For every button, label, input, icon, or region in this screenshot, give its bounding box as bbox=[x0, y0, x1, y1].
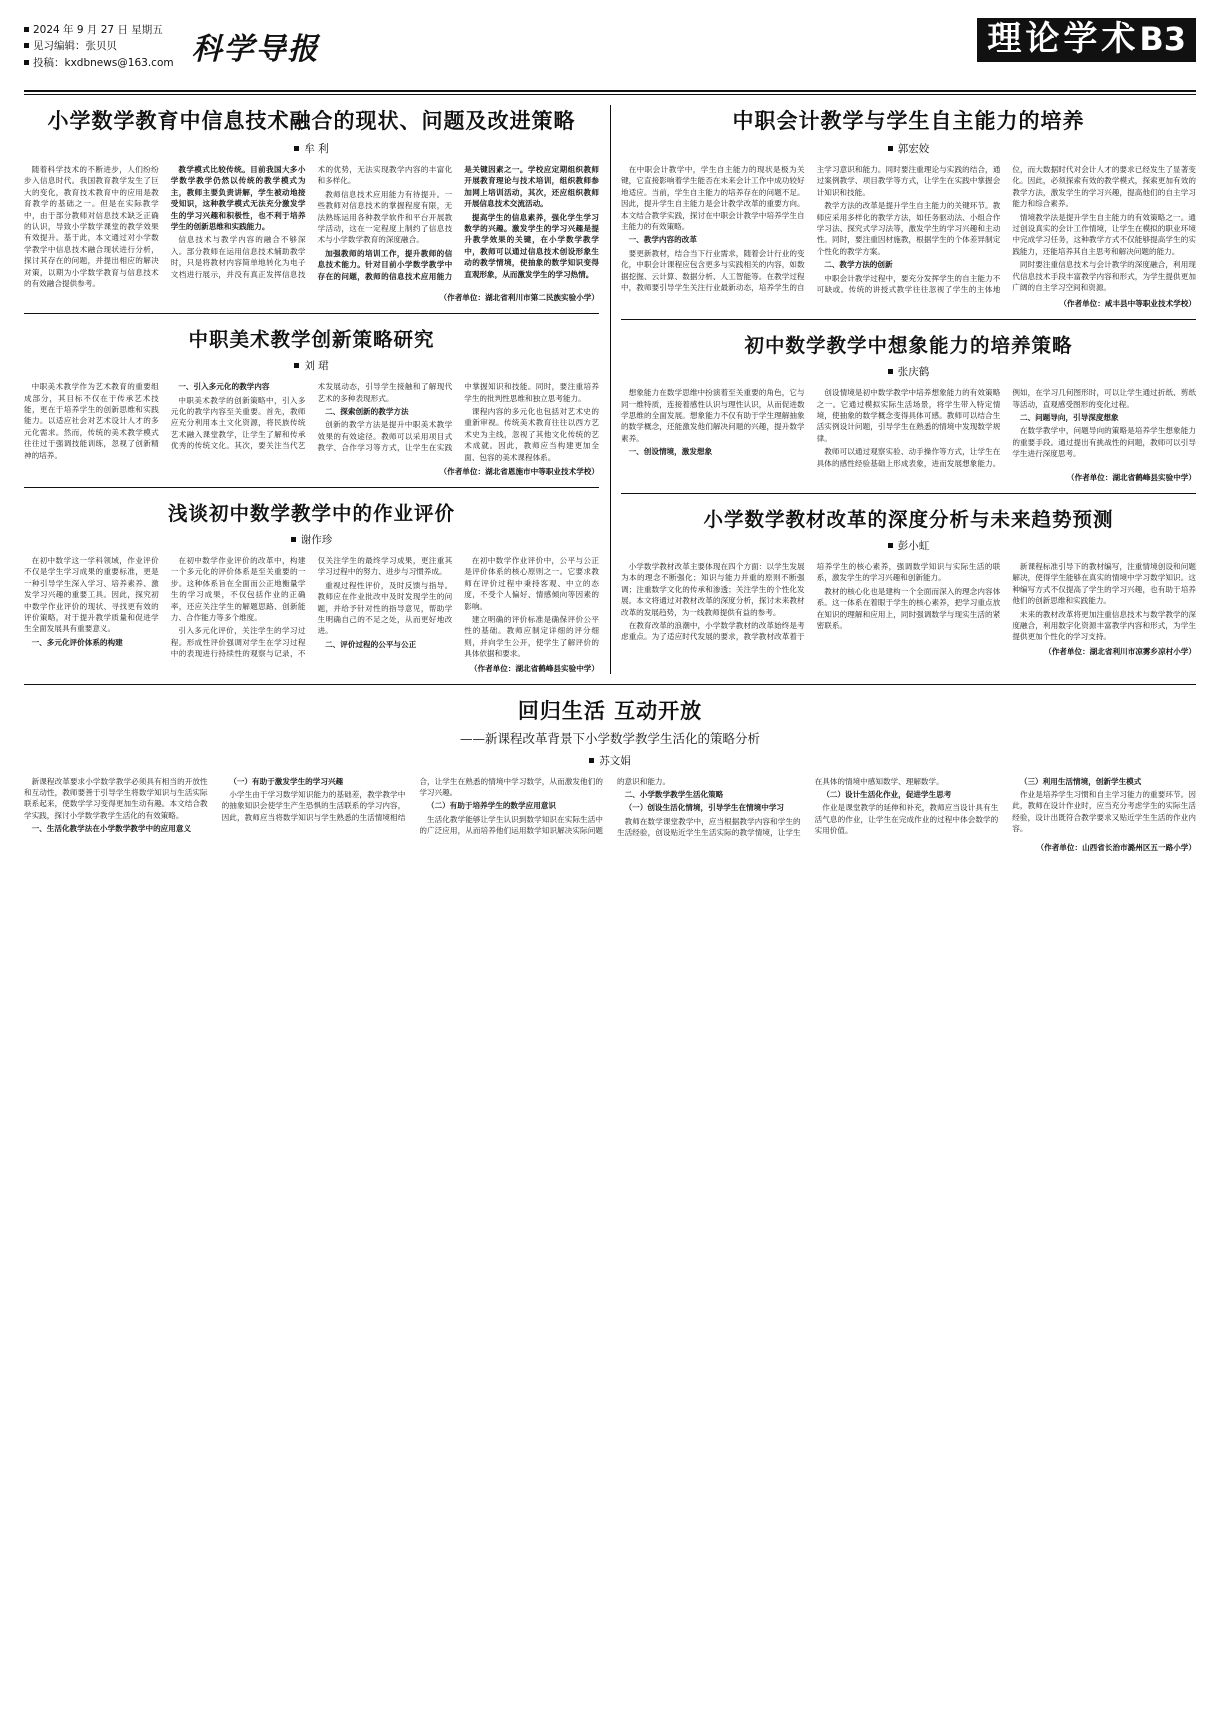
article-subtitle: ——新课程改革背景下小学数学教学生活化的策略分析 bbox=[459, 730, 760, 746]
paragraph: 一、创设情境，激发想象 bbox=[628, 447, 713, 457]
rule-thin bbox=[24, 94, 1196, 95]
author-name: 张庆鹤 bbox=[897, 366, 930, 379]
bullet-icon bbox=[291, 537, 296, 542]
paragraph: 一、教学内容的改革 bbox=[628, 235, 697, 245]
page-title: 小学数学教育中信息技术融合的现状、问题及改进策略 bbox=[47, 108, 576, 133]
article-a4 bbox=[621, 330, 1196, 483]
byline bbox=[24, 753, 1196, 768]
bullet-icon bbox=[24, 43, 29, 48]
paragraph: 新课程改革要求小学数学教学必须具有相当的开放性和互动性，教师要善于引导学生将数学知识与生活实际联系起来，使数学学习变得更加生动有趣。本文结合教学实践，探讨小学数学教学生活化的有效策略。 bbox=[24, 776, 208, 820]
paragraph: 加强教师的培训工作，提升教师的信息技术能力。针对目前小学数学教学中存在的问题，教师的信息技术应用能力是关键因素之一。学校应定期组织教师开展教育理论与技术培训，组织教师参加网上培训活动，其次，还应组织教师开展信息技术交流活动。 bbox=[317, 165, 599, 281]
article-signature: （作者单位：湖北省鹤峰县实验中学） bbox=[469, 663, 599, 673]
paragraph: 小学数学教材改革主要体现在四个方面：以学生发展为本的理念不断强化；知识与能力并重的原则不断强调；注重数学文化的传承和渗透；关注学生的个性化发展。本文将通过对教材改革的深度分析，探讨未来教材改革的发展趋势，为一线教师提供有益的参考。 bbox=[621, 562, 805, 617]
paragraph: 创设情境是初中数学教学中培养想象能力的有效策略之一。它通过模拟实际生活场景，将学生带入特定情境，使抽象的数学概念变得具体可感。教师可以结合生活实例设计问题，引导学生在熟悉的情境中发现数学规律。 bbox=[816, 388, 1001, 443]
article-a5 bbox=[24, 498, 599, 674]
section-banner bbox=[977, 18, 1196, 62]
author-name: 彭小虹 bbox=[897, 540, 930, 553]
paragraph: 中职会计教学过程中，要充分发挥学生的自主能力不可缺或。传统的讲授式教学往往忽视了学生的主体地位，而大数据时代对会计人才的要求已经发生了显著变化。因此，必须探索有效的教学模式，探索更加有效的教学方法，激发学生的学习兴趣，提高他们的自主学习能力和综合素养。 bbox=[816, 165, 1196, 294]
section-title: 理论学术 bbox=[987, 19, 1140, 59]
article-a3 bbox=[24, 324, 599, 477]
paragraph: 一、生活化教学法在小学数学教学中的应用意义 bbox=[31, 824, 192, 834]
article-divider bbox=[621, 493, 1196, 494]
masthead bbox=[24, 18, 1196, 86]
article-body bbox=[24, 776, 1196, 839]
article-title: 中职美术教学创新策略研究 bbox=[188, 328, 435, 352]
article-title: 浅谈初中数学教学中的作业评价 bbox=[167, 502, 455, 526]
top-zone bbox=[24, 105, 1196, 674]
bullet-icon bbox=[24, 60, 29, 65]
paragraph: 教师在数学课堂教学中，应当根据教学内容和学生的生活经验，创设贴近学生生活实际的教学情境，让学生在具体的情境中感知数学、理解数学。 bbox=[616, 776, 944, 838]
byline bbox=[24, 141, 599, 156]
paragraph: 在初中数学作业评价中，公平与公正是评价体系的核心原则之一。它要求教师在评价过程中秉持客观、中立的态度，不受个人偏好、情感倾向等因素的影响。 bbox=[464, 556, 599, 611]
paragraph: 二、问题导向，引导深度想象 bbox=[1019, 413, 1119, 423]
paragraph: 在初中数学作业评价的改革中，构建一个多元化的评价体系是至关重要的一步。这种体系旨在全面而公正地衡量学生的学习成果，不仅包括作业的正确率，还应关注学生的解题思路、创新能力、合作能力等多个维度。 bbox=[170, 556, 306, 622]
article-title: 小学数学教材改革的深度分析与未来趋势预测 bbox=[703, 508, 1114, 532]
paper-name: 科学导报 bbox=[191, 32, 320, 67]
article-body bbox=[621, 387, 1196, 469]
masthead-left bbox=[24, 18, 320, 71]
article-title: 中职会计教学与学生自主能力的培养 bbox=[732, 108, 1085, 133]
paragraph: （二）设计生活化作业，促进学生思考 bbox=[822, 789, 952, 799]
paragraph: 未来的教材改革将更加注重信息技术与数学教学的深度融合，利用数字化资源丰富教学内容和形式，为学生提供更加个性化的学习支持。 bbox=[1012, 609, 1196, 642]
article-title: 回归生活 互动开放 bbox=[517, 697, 703, 723]
paragraph: 在数学教学中，问题导向的策略是培养学生想象能力的重要手段。通过提出有挑战性的问题，教师可以引导学生进行深度思考。 bbox=[1012, 426, 1196, 459]
article-signature: （作者单位：咸丰县中等职业技术学校） bbox=[1059, 299, 1196, 309]
masthead-meta bbox=[24, 18, 174, 71]
column-gutter bbox=[599, 105, 621, 674]
paragraph: 信息技术与教学内容的融合不够深入。部分教师在运用信息技术辅助教学时，只是将教材内容简单地转化为电子文档进行展示，并没有真正发挥信息技术的优势，无法实现教学内容的丰富化和多样化。 bbox=[170, 165, 453, 279]
paragraph: 中职美术教学作为艺术教育的重要组成部分，其目标不仅在于传承艺术技能，更在于培养学生的创新思维和实践能力。以适应社会对艺术设计人才的多元化需求。然而，传统的美术教学模式往往过于强调技能训练，忽视了创新精神的培养。 bbox=[24, 382, 159, 460]
bullet-icon bbox=[888, 369, 893, 374]
bullet-icon bbox=[888, 146, 893, 151]
article-a7 bbox=[24, 684, 1196, 853]
byline bbox=[621, 141, 1196, 156]
article-body bbox=[24, 164, 599, 289]
article-signature: （作者单位：湖北省利川市第二民族实验小学） bbox=[439, 293, 599, 303]
paragraph: 随着科学技术的不断进步，人们纷纷步入信息时代。我国教育教学发生了巨大的变化，教育技术教育中的应用是教育教学的基础之一。但是在实际教学中，由于部分教师对信息技术缺乏正确的认识，导致小学数学课堂的教学效果有效提升。基于此，本文通过对小学数学教学中信息技术融合现状进行分析，探讨其存在的问题，并提出相应的解决对策，以期为小学数学教育与信息技术的有效融合提供参考。 bbox=[24, 165, 159, 288]
paragraph: 教师可以通过观察实验、动手操作等方式，让学生在具体的感性经验基础上形成表象，进而发展想象能力。例如，在学习几何图形时，可以让学生通过折纸、剪纸等活动，直观感受图形的变化过程。 bbox=[816, 388, 1196, 468]
vertical-rule bbox=[610, 105, 611, 674]
right-column-zone bbox=[621, 105, 1196, 674]
article-body bbox=[621, 164, 1196, 295]
paragraph: 情境教学法是提升学生自主能力的有效策略之一。通过创设真实的会计工作情境，让学生在模拟的职业环境中完成学习任务，这种教学方式不仅能够提高学生的实践能力，还能培养其自主思考和解决问题的能力。 bbox=[1012, 212, 1196, 256]
paragraph: 教学模式比较传统。目前我国大多小学数学教学仍然以传统的教学模式为主，教师主要负责讲解，学生被动地接受知识，这种教学模式无法充分激发学生的学习兴趣和积极性，也不利于培养学生的创新思维和实践能力。 bbox=[170, 165, 306, 231]
paragraph: 教师信息技术应用能力有待提升。一些教师对信息技术的掌握程度有限，无法熟练运用各种教学软件和平台开展教学活动，这在一定程度上制约了信息技术与小学数学教育的深度融合。 bbox=[317, 189, 453, 245]
editor-line: 见习编辑：张贝贝 bbox=[33, 40, 117, 53]
bullet-icon bbox=[589, 758, 594, 763]
paragraph: （一）有助于激发学生的学习兴趣 bbox=[229, 776, 344, 786]
byline bbox=[621, 538, 1196, 553]
paragraph: 要更新教材，结合当下行业需求，随着会计行业的变化，中职会计课程应包含更多与实践相关的内容，如数据挖掘、云计算、数据分析、人工智能等。在教学过程中，教师要引导学生关注行业最新动态，培养学生的自主学习意识和能力。同时要注重理论与实践的结合，通过案例教学、项目教学等方式，让学生在实践中掌握会计知识和技能。 bbox=[621, 165, 1001, 292]
article-title: 初中数学教学中想象能力的培养策略 bbox=[744, 334, 1073, 358]
article-divider bbox=[621, 319, 1196, 320]
article-body bbox=[621, 561, 1196, 643]
author-name: 郭宏姣 bbox=[897, 143, 930, 155]
paragraph: 作业是课堂教学的延伸和补充，教师应当设计具有生活气息的作业，让学生在完成作业的过程中体会数学的实用价值。 bbox=[814, 803, 999, 836]
article-signature: （作者单位：湖北省利川市凉雾乡凉村小学） bbox=[1044, 646, 1196, 656]
paragraph: 想象能力在数学思维中扮演着至关重要的角色，它与同一维特质，连接着感性认识与理性认识，从而促进数学思维的全面发展。想象能力不仅有助于学生理解抽象的数学概念，还能激发他们解决问题的兴趣，提升数学素养。 bbox=[621, 388, 805, 443]
paragraph: 课程内容的多元化也包括对艺术史的重新审视。传统美术教育往往以西方艺术史为主线，忽视了其他文化传统的艺术成就。因此，教师应当构建更加全面、包容的美术课程体系。 bbox=[464, 407, 599, 462]
paragraph: 二、评价过程的公平与公正 bbox=[325, 639, 417, 649]
paragraph: 二、小学数学教学生活化策略 bbox=[624, 789, 724, 799]
left-column-zone bbox=[24, 105, 599, 674]
paragraph: 引入多元化评价，关注学生的学习过程。形成性评价强调对学生在学习过程中的表现进行持续性的观察与记录，不仅关注学生的最终学习成果，更注重其学习过程中的努力、进步与习惯养成。 bbox=[170, 556, 453, 659]
bullet-icon bbox=[294, 146, 299, 151]
paragraph: （一）创设生活化情境，引导学生在情境中学习 bbox=[624, 803, 785, 813]
paragraph: 重视过程性评价，及时反馈与指导。教师应在作业批改中及时发现学生的问题，并给予针对性的指导意见，帮助学生明确自己的不足之处，从而更好地改进。 bbox=[317, 580, 453, 636]
bullet-icon bbox=[888, 543, 893, 548]
paragraph: 生活化教学能够让学生认识到数学知识在实际生活中的广泛应用，从而培养他们运用数学知识解决实际问题的意识和能力。 bbox=[419, 776, 671, 836]
article-signature: （作者单位：湖北省恩施市中等职业技术学校） bbox=[439, 467, 599, 477]
paragraph: 建立明确的评价标准是确保评价公平性的基础。教师应制定详细的评分细则，并向学生公开，使学生了解评价的具体依据和要求。 bbox=[464, 614, 599, 659]
article-signature: （作者单位：湖北省鹤峰县实验中学） bbox=[1066, 473, 1196, 483]
paragraph: 二、探索创新的教学方法 bbox=[325, 407, 409, 417]
paragraph: 提高学生的信息素养，强化学生学习数学的兴趣。激发学生的学习兴趣是提升教学效果的关键，在小学数学教学中，教师可以通过信息技术创设形象生动的教学情境，使抽象的数学知识变得直观形象，从而激发学生的学习热情。 bbox=[464, 212, 599, 279]
article-a1 bbox=[24, 105, 599, 303]
author-name: 刘 珺 bbox=[304, 360, 329, 373]
article-body bbox=[24, 555, 599, 660]
paragraph: 二、教学方法的创新 bbox=[824, 260, 893, 270]
paragraph: （二）有助于培养学生的数学应用意识 bbox=[426, 801, 556, 811]
paragraph: 新课程标准引导下的教材编写，注重情境创设和问题解决，使得学生能够在真实的情境中学习数学知识。这种编写方式不仅提高了学生的学习兴趣，也有助于培养他们的创新思维和实践能力。 bbox=[1012, 562, 1196, 606]
paragraph: 同时要注重信息技术与会计教学的深度融合，利用现代信息技术手段丰富教学内容和形式，为学生提供更加广阔的自主学习空间和资源。 bbox=[1012, 260, 1196, 292]
article-signature: （作者单位：山西省长治市潞州区五一路小学） bbox=[1036, 842, 1196, 852]
byline bbox=[24, 532, 599, 547]
article-a6 bbox=[621, 504, 1196, 657]
paragraph: 在教育改革的浪潮中，小学数学教材的改革始终是考虑重点。为了适应时代发展的要求，教学教材改革着于培养学生的核心素养，强调数学知识与实际生活的联系，激发学生的学习兴趣和创新能力。 bbox=[621, 562, 1001, 642]
paragraph: 教学方法的改革是提升学生自主能力的关键环节。教师应采用多样化的教学方法，如任务驱动法、小组合作学习法、探究式学习法等，激发学生的学习兴趣和主动性。同时，要注重因材施教，根据学生的个体差异制定个性化的教学方案。 bbox=[816, 201, 1001, 256]
author-name: 牟 利 bbox=[304, 143, 329, 155]
mail-line: 投稿：kxdbnews@163.com bbox=[33, 56, 174, 69]
paragraph: 创新的教学方法是提升中职美术教学效果的有效途径。教师可以采用项目式教学、合作学习等方式，让学生在实践中掌握知识和技能。同时，要注重培养学生的批判性思维和独立思考能力。 bbox=[317, 382, 599, 453]
paragraph: 一、引入多元化的教学内容 bbox=[178, 382, 270, 392]
paragraph: 一、多元化评价体系的构建 bbox=[31, 637, 123, 647]
paragraph: 中职美术教学的创新策略中，引入多元化的教学内容至关重要。首先，教师应充分利用本土文化资源，将民族传统艺术融入课堂教学，让学生了解和传承优秀的传统文化。其次，要关注当代艺术发展动态，引导学生接触和了解现代艺术的多种表现形式。 bbox=[170, 382, 453, 451]
article-a2 bbox=[621, 105, 1196, 309]
author-name: 谢作珍 bbox=[300, 534, 333, 547]
bullet-icon bbox=[294, 363, 299, 368]
paragraph: （三）利用生活情境，创新学生模式 bbox=[1019, 776, 1142, 786]
paragraph: 在初中数学这一学科领域，作业评价不仅是学生学习成果的重要标准，更是一种引导学生深入学习、培养素养、激发学习兴趣的重要工具。因此，探究初中数学作业评价的现状、寻找更有效的评价策略，对于提升教学质量和促进学生全面发展具有重要意义。 bbox=[24, 556, 159, 634]
masthead-right bbox=[977, 18, 1196, 62]
article-divider bbox=[24, 487, 599, 488]
article-divider bbox=[24, 313, 599, 314]
paragraph: 教材的核心化也是建构一个全面而深入的理念内容体系。这一体系在着眼于学生的核心素养，把学习重点放在知识的理解和应用上，同时强调数学与现实生活的紧密联系。 bbox=[816, 586, 1001, 630]
article-body bbox=[24, 381, 599, 463]
byline bbox=[621, 364, 1196, 379]
rule-top bbox=[24, 90, 1196, 92]
paragraph: 作业是培养学生习惯和自主学习能力的重要环节。因此，教师在设计作业时，应当充分考虑学生的实际生活经验，设计出既符合教学要求又贴近学生生活的作业内容。 bbox=[1012, 789, 1196, 834]
author-name: 苏文娟 bbox=[599, 754, 631, 767]
byline bbox=[24, 358, 599, 373]
paragraph: 在中职会计教学中，学生自主能力的现状是极为关键，它直接影响着学生能否在未来会计工作中成功较好地适应。当前，学生自主能力的培养存在的问题不足。因此，提升学生自主能力是会计教学改革的重要方向。本文结合教学实践，探讨在中职会计教学中培养学生自主能力的有效策略。 bbox=[621, 165, 805, 231]
bullet-icon bbox=[24, 27, 29, 32]
page-number: B3 bbox=[1139, 20, 1186, 58]
paragraph: 小学生由于学习数学知识能力的基础差，教学教学中的抽象知识会使学生产生恐惧的生活联系的学习内容，因此，教师应当将数学知识与学生熟悉的生活情境相结合，让学生在熟悉的情境中学习数学，从而激发他们的学习兴趣。 bbox=[221, 776, 603, 822]
date-line: 2024 年 9 月 27 日 星期五 bbox=[33, 24, 163, 36]
